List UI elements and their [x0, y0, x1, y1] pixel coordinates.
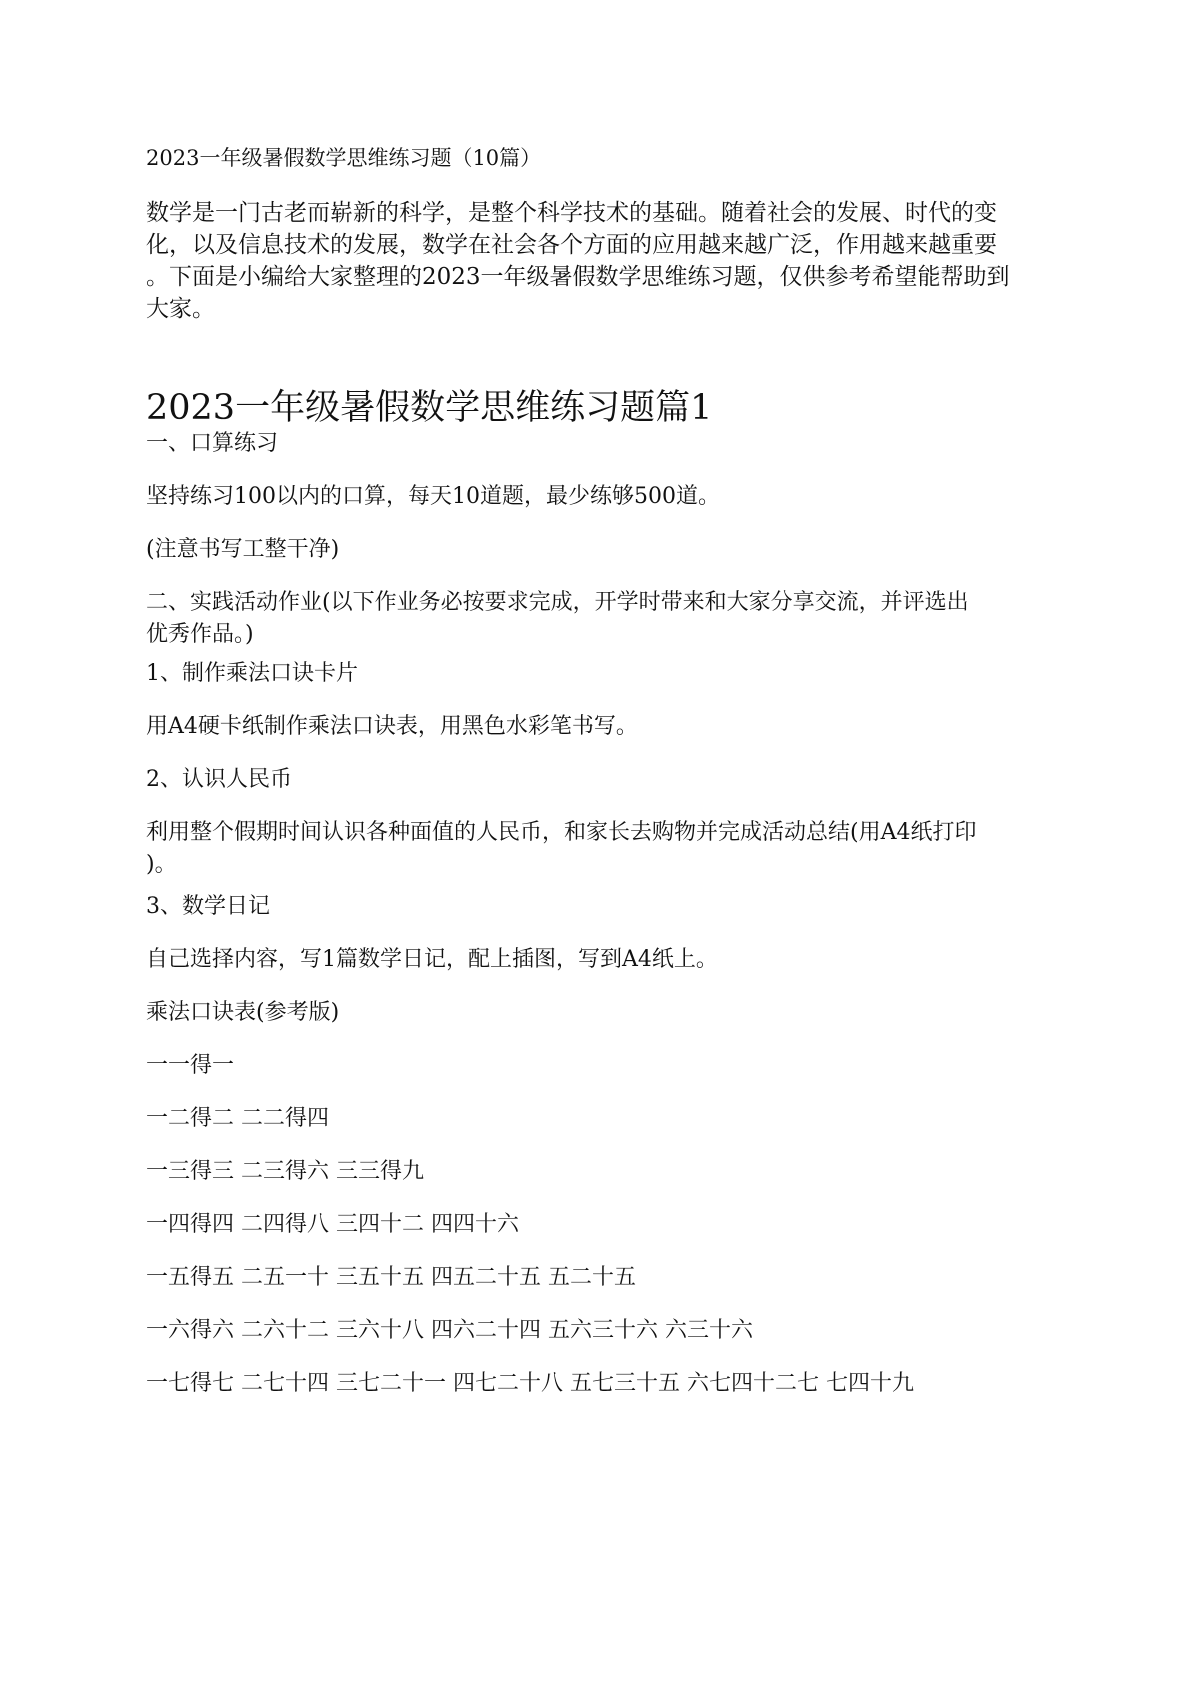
multiplication-row-4: 一四得四 二四得八 三四十二 四四十六 — [146, 1212, 519, 1237]
multiplication-row-2: 一二得二 二二得四 — [146, 1106, 329, 1131]
subheading-practice-activity: 二、实践活动作业(以下作业务必按要求完成，开学时带来和大家分享交流，并评选出 — [146, 590, 969, 615]
item-math-diary: 3、数学日记 — [146, 894, 270, 919]
paragraph-note: (注意书写工整干净) — [146, 537, 340, 562]
intro-line: 数学是一门古老而崭新的科学，是整个科学技术的基础。随着社会的发展、时代的变 — [146, 200, 997, 226]
intro-paragraph — [146, 197, 1046, 325]
section-heading: 2023一年级暑假数学思维练习题篇1 — [146, 388, 713, 428]
multiplication-row-5: 一五得五 二五一十 三五十五 四五二十五 五二十五 — [146, 1265, 636, 1290]
multiplication-row-7: 一七得七 二七十四 三七二十一 四七二十八 五七三十五 六七四十二七 七四十九 — [146, 1371, 914, 1396]
multiplication-row-6: 一六得六 二六十二 三六十八 四六二十四 五六三十六 六三十六 — [146, 1318, 753, 1343]
intro-line: 大家。 — [146, 296, 215, 322]
multiplication-row-3: 一三得三 二三得六 三三得九 — [146, 1159, 424, 1184]
item-multiplication-cards: 1、制作乘法口诀卡片 — [146, 661, 358, 686]
multiplication-table-title: 乘法口诀表(参考版) — [146, 1000, 340, 1025]
paragraph-currency-instructions: 利用整个假期时间认识各种面值的人民币，和家长去购物并完成活动总结(用A4纸打印 — [146, 820, 977, 845]
subheading-practice-activity-cont: 优秀作品。) — [146, 622, 254, 647]
paragraph-oral-practice: 坚持练习100以内的口算，每天10道题，最少练够500道。 — [146, 484, 720, 509]
paragraph-diary-instructions: 自己选择内容，写1篇数学日记，配上插图，写到A4纸上。 — [146, 947, 718, 972]
multiplication-row-1: 一一得一 — [146, 1053, 235, 1078]
paragraph-cards-instructions: 用A4硬卡纸制作乘法口诀表，用黑色水彩笔书写。 — [146, 714, 638, 739]
intro-line: 化，以及信息技术的发展，数学在社会各个方面的应用越来越广泛，作用越来越重要 — [146, 232, 997, 258]
item-currency: 2、认识人民币 — [146, 767, 292, 792]
intro-line: 。下面是小编给大家整理的2023一年级暑假数学思维练习题，仅供参考希望能帮助到 — [146, 264, 1010, 290]
document-title: 2023一年级暑假数学思维练习题（10篇） — [146, 146, 542, 170]
paragraph-currency-instructions-cont: )。 — [146, 852, 177, 877]
subheading-oral-arithmetic: 一、口算练习 — [146, 431, 279, 456]
